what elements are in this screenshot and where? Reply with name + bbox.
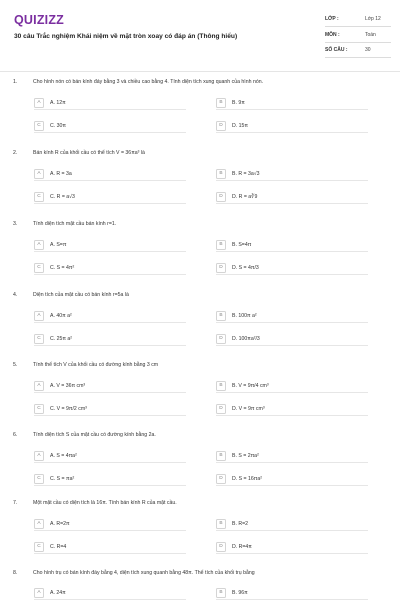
question-text: Cho hình nón có bán kính đáy bằng 3 và chiều cao bằng 4. Tính diện tích xung quanh của hình nón. [33,79,264,85]
option-text: B. S=4π [232,241,252,248]
option-text: A. S = 4πa² [50,452,77,459]
option-text: D. S = 16πa² [232,475,262,482]
option-text: D. R=4π [232,543,252,550]
option-letter-badge: D [216,334,226,344]
question-text: Bán kính R của khối cầu có thể tích V = 36πa³ là [33,150,145,156]
option-letter-badge: A [34,451,44,461]
question-number: 1. [13,79,18,85]
option-c[interactable] [34,262,186,275]
option-b[interactable] [216,518,368,531]
option-b[interactable] [216,380,368,393]
question-text: Tính diện tích S của mặt cầu có đường kính bằng 2a. [33,432,156,438]
meta-count [325,44,391,58]
option-letter-badge: D [216,192,226,202]
question-number: 5. [13,362,18,368]
option-text: A. V = 36π cm³ [50,382,86,389]
option-letter-badge: B [216,98,226,108]
option-d[interactable] [216,120,368,133]
option-text: B. S = 2πa² [232,452,259,459]
option-text: B. 9π [232,99,245,106]
option-letter-badge: B [216,381,226,391]
option-text: C. S = 4π² [50,264,75,271]
option-c[interactable] [34,473,186,486]
option-d[interactable] [216,191,368,204]
option-letter-badge: B [216,311,226,321]
option-text: A. R = 3a [50,170,72,177]
option-d[interactable] [216,262,368,275]
option-text: B. 96π [232,589,248,596]
question-number: 4. [13,292,18,298]
question-number: 7. [13,500,18,506]
option-letter-badge: C [34,263,44,273]
option-text: B. R=2 [232,520,249,527]
option-a[interactable] [34,450,186,463]
question-text: Tính diện tích mặt cầu bán kính r=1. [33,221,117,227]
option-letter-badge: B [216,240,226,250]
meta-count-value: 30 [365,47,371,53]
meta-subject-value: Toán [365,32,376,38]
option-text: C. 25π a² [50,335,73,342]
option-a[interactable] [34,310,186,323]
option-text: D. V = 9π cm³ [232,405,265,412]
option-text: B. V = 9π/4 cm³ [232,382,269,389]
option-a[interactable] [34,518,186,531]
option-c[interactable] [34,120,186,133]
option-a[interactable] [34,587,186,600]
question-text: Tính thể tích V của khối cầu có đường kính bằng 3 cm [33,362,159,368]
option-letter-badge: A [34,169,44,179]
option-letter-badge: D [216,121,226,131]
option-d[interactable] [216,403,368,416]
option-letter-badge: A [34,588,44,598]
option-text: A. S=π [50,241,67,248]
question-text: Diện tích của mặt cầu có bán kính r=5a là [33,292,129,298]
meta-grade [325,13,391,27]
option-letter-badge: D [216,474,226,484]
option-letter-badge: A [34,519,44,529]
document-title: 30 câu Trắc nghiệm Khái niệm về mặt tròn xoay có đáp án (Thông hiểu) [14,33,238,40]
option-letter-badge: C [34,121,44,131]
option-letter-badge: B [216,588,226,598]
option-letter-badge: C [34,404,44,414]
option-text: D. S = 4π/3 [232,264,259,271]
option-b[interactable] [216,168,368,181]
option-c[interactable] [34,333,186,346]
option-b[interactable] [216,239,368,252]
option-letter-badge: A [34,311,44,321]
option-letter-badge: C [34,192,44,202]
option-c[interactable] [34,541,186,554]
option-c[interactable] [34,191,186,204]
option-letter-badge: D [216,404,226,414]
option-letter-badge: C [34,542,44,552]
option-text: C. V = 9π/2 cm³ [50,405,87,412]
option-text: B. 100π a² [232,312,257,319]
meta-grade-label: LỚP : [325,16,339,22]
option-letter-badge: B [216,169,226,179]
option-b[interactable] [216,310,368,323]
option-text: A. R=2π [50,520,70,527]
option-letter-badge: C [34,334,44,344]
option-text: D. 15π [232,122,248,129]
option-b[interactable] [216,97,368,110]
option-text: A. 24π [50,589,66,596]
meta-count-label: SỐ CÂU : [325,47,348,53]
option-letter-badge: C [34,474,44,484]
option-text: C. R = a√3 [50,193,75,200]
option-b[interactable] [216,587,368,600]
option-text: C. S = πa² [50,475,75,482]
document-header [0,0,400,72]
option-text: D. R = a∛9 [232,193,258,200]
option-d[interactable] [216,541,368,554]
option-letter-badge: A [34,240,44,250]
option-c[interactable] [34,403,186,416]
question-text: Cho hình trụ có bán kính đáy bằng 4, diện tích xung quanh bằng 48π. Thể tích của khối trụ bằng [33,570,255,576]
option-b[interactable] [216,450,368,463]
option-a[interactable] [34,380,186,393]
meta-subject [325,29,391,43]
option-text: C. R=4 [50,543,67,550]
option-a[interactable] [34,97,186,110]
option-letter-badge: B [216,451,226,461]
question-number: 3. [13,221,18,227]
option-a[interactable] [34,168,186,181]
question-number: 2. [13,150,18,156]
option-letter-badge: A [34,381,44,391]
option-text: C. 30π [50,122,66,129]
question-number: 8. [13,570,18,576]
option-text: D. 100πa²/3 [232,335,260,342]
option-a[interactable] [34,239,186,252]
question-text: Một mặt cầu có diện tích là 16π. Tính bán kính R của mặt cầu. [33,500,177,506]
meta-grade-value: Lớp 12 [365,16,381,22]
option-text: A. 40π a² [50,312,72,319]
option-letter-badge: B [216,519,226,529]
quizizz-logo: QUIZIZZ [14,13,65,27]
option-letter-badge: A [34,98,44,108]
option-letter-badge: D [216,542,226,552]
option-d[interactable] [216,473,368,486]
meta-subject-label: MÔN : [325,32,340,38]
option-text: B. R = 3a√3 [232,170,260,177]
option-letter-badge: D [216,263,226,273]
option-text: A. 12π [50,99,66,106]
question-number: 6. [13,432,18,438]
option-d[interactable] [216,333,368,346]
